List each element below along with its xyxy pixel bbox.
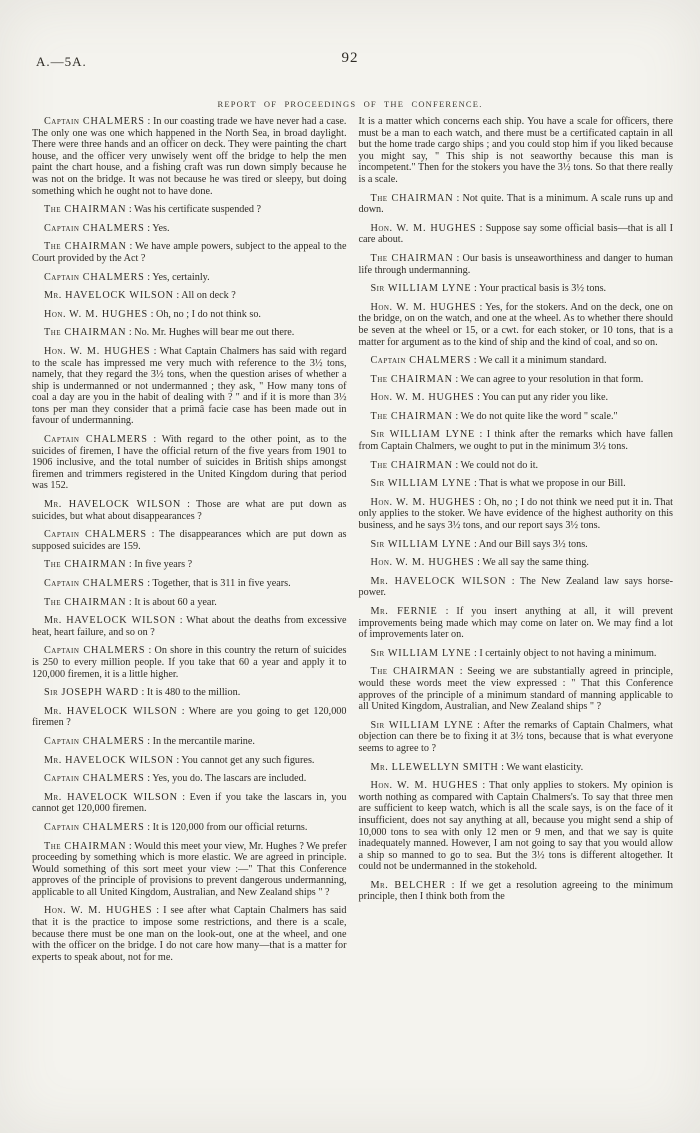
speech-paragraph — [359, 355, 674, 367]
speaker-name: HAVELOCK WILSON — [61, 791, 178, 803]
speaker-name: CHAIRMAN — [387, 459, 453, 471]
speech-paragraph — [359, 429, 674, 452]
speech-paragraph — [32, 597, 347, 609]
speaker-separator: : — [181, 499, 196, 511]
speech-paragraph — [32, 559, 347, 571]
speaker-name: HAVELOCK WILSON — [61, 290, 174, 302]
running-title: REPORT OF PROCEEDINGS OF THE CONFERENCE. — [217, 99, 483, 109]
speaker-name: CHAIRMAN — [61, 559, 127, 571]
speaker-name: CHALMERS — [405, 355, 472, 367]
speaker-separator: : — [148, 308, 156, 320]
speaker-name: FERNIE — [388, 606, 438, 617]
speaker-title: The — [370, 410, 388, 422]
speaker-separator: : — [471, 478, 480, 490]
speech-paragraph — [359, 374, 674, 386]
speaker-separator: : — [126, 596, 135, 608]
speech-paragraph — [32, 736, 347, 748]
speech-text: Yes. — [152, 222, 170, 234]
speaker-title: Hon. — [370, 557, 393, 569]
speech-text: That is what we propose in our Bill. — [479, 478, 626, 490]
speaker-separator: : — [478, 780, 489, 792]
speech-paragraph — [32, 241, 347, 264]
speaker-title: Hon. — [370, 780, 393, 792]
speech-text: In five years ? — [134, 559, 193, 571]
speech-paragraph — [359, 302, 674, 348]
speaker-separator: : — [498, 761, 507, 773]
speech-paragraph — [32, 578, 347, 590]
speaker-separator: : — [144, 821, 153, 833]
speech-paragraph — [32, 309, 347, 321]
speech-text: Those are what are put down as suicides, but what about disappearances ? — [32, 499, 347, 522]
speech-text: We can agree to your resolution in that form. — [460, 373, 644, 385]
speaker-title: Mr. — [44, 705, 62, 717]
speaker-name: WILLIAM LYNE — [384, 478, 472, 490]
speech-text: We call it a minimum standard. — [478, 355, 607, 367]
speaker-separator: : — [144, 735, 153, 747]
speech-text: Oh, no ; I do not think we need put it in. That only applies to the stoker. We have evidence of the highest authority on this business, and he says 3½ tons, and our report says 3½ tons. — [358, 496, 673, 532]
speech-paragraph — [359, 880, 674, 903]
speaker-title: Mr. — [370, 879, 389, 891]
speech-paragraph — [32, 204, 347, 216]
speech-paragraph — [32, 905, 347, 963]
speaker-name: CHAIRMAN — [387, 373, 453, 385]
speech-text: If you insert anything at all, it will prevent improvements being made which may come on later on. We may find a lot of improvements later on. — [358, 606, 673, 641]
speech-text: What Captain Chalmers has said with regard to the scale has impressed me very much with reference to the 3½ tons, namely, that they regard the 3½ tons, when the question arises of whether a ship is undermanned or not undermanned ; they ask, " How many tons of coal a day are you in the habit of dealing with ? " and if it is more than 3½ tons per man they consider that a primâ facie case has been made out in favour of undermanning. — [32, 345, 347, 427]
speech-paragraph — [32, 346, 347, 427]
speaker-title: Captain — [44, 529, 80, 541]
speech-paragraph — [359, 666, 674, 712]
speech-paragraph — [32, 529, 347, 552]
speaker-name: CHAIRMAN — [387, 192, 454, 204]
speech-paragraph — [359, 648, 674, 660]
speech-paragraph — [32, 223, 347, 235]
speaker-title: Captain — [44, 116, 80, 127]
speaker-name: WILLIAM LYNE — [384, 429, 476, 441]
speaker-name: CHAIRMAN — [61, 204, 127, 216]
speaker-separator: : — [471, 355, 479, 367]
speaker-title: The — [44, 327, 62, 339]
speech-text: Yes, for the stokers. And on the deck, one on the bridge, on on the watch, and one at the wheel. As to whether there should be seven at the wheel or 15, or a cwt. for each stoker, or 10 tons, that is a matter for argument as to the kind of ship and the kind of coal, and so on. — [358, 301, 673, 348]
speech-text: You can put any rider you like. — [482, 392, 609, 404]
speaker-title: The — [370, 459, 388, 471]
speaker-separator: : — [474, 557, 483, 569]
speaker-name: W. M. HUGHES — [392, 222, 477, 234]
speaker-separator: : — [471, 647, 480, 659]
speaker-name: CHAIRMAN — [387, 252, 454, 264]
speech-text: Yes, you do. The lascars are included. — [152, 773, 307, 785]
speech-paragraph — [359, 557, 674, 569]
speaker-name: WILLIAM LYNE — [384, 719, 474, 731]
speech-text: I certainly object to not having a minimum. — [479, 647, 657, 659]
speaker-separator: : — [473, 719, 484, 731]
speech-text: If we get a resolution agreeing to the minimum principle, then I think both from the — [358, 879, 674, 903]
speech-paragraph — [359, 780, 674, 873]
speaker-separator: : — [476, 222, 486, 234]
speaker-separator: : — [437, 606, 457, 617]
speaker-title: Captain — [44, 271, 80, 283]
speech-text: Not quite. That is a minimum. A scale runs up and down. — [358, 192, 674, 216]
speaker-separator: : — [144, 222, 153, 234]
speaker-name: W. M. HUGHES — [392, 557, 475, 569]
speech-text: Together, that is 311 in five years. — [152, 578, 291, 589]
speaker-separator: : — [126, 559, 135, 571]
speaker-name: CHALMERS — [79, 773, 145, 785]
speaker-separator: : — [177, 791, 190, 803]
speech-text: It is a matter which concerns each ship. You have a scale for officers, there must be a man to each watch, and there must be a certificated captain in all but the home trade cargo ships ; and you could stop him if you liked because you might say, " This ship is not seaworthy because this man is incompetent." Then for the stokers you have the 3½ tons. So that there really is a scale. — [358, 116, 673, 185]
speaker-name: CHALMERS — [79, 116, 145, 127]
speech-text: We want elasticity. — [506, 761, 584, 773]
speaker-separator: : — [144, 773, 153, 785]
speaker-title: Sir — [44, 687, 59, 699]
speaker-title: Hon. — [370, 496, 393, 508]
speaker-name: WILLIAM LYNE — [384, 538, 472, 550]
speaker-separator: : — [475, 429, 487, 441]
speaker-title: Mr. — [44, 791, 62, 803]
speech-paragraph — [32, 645, 347, 680]
speech-paragraph — [32, 116, 347, 197]
speaker-title: Captain — [44, 645, 80, 657]
speech-paragraph — [359, 193, 674, 216]
speaker-separator: : — [126, 204, 135, 216]
speaker-name: W. M. HUGHES — [392, 301, 477, 313]
speech-paragraph — [32, 615, 347, 638]
speaker-separator: : — [506, 575, 520, 587]
speaker-separator: : — [147, 434, 162, 446]
speaker-separator: : — [476, 301, 486, 313]
speech-paragraph — [359, 253, 674, 276]
speech-text: Would this meet your view, Mr. Hughes ? We prefer proceeding by something which is more elastic. We are agreed in principle. Would something of this sort meet your view :—" That this Conference approves of the principle of provisions to prevent dangerous undermanning, applicable to all United Kingdom, Australian, and New Zealand ships " ? — [32, 840, 347, 898]
speaker-title: Sir — [370, 538, 385, 550]
speaker-separator: : — [471, 538, 479, 550]
speaker-title: Captain — [44, 434, 80, 446]
speech-paragraph — [359, 283, 674, 295]
speaker-separator: : — [144, 578, 153, 589]
speech-text: And our Bill says 3½ tons. — [478, 538, 588, 550]
speaker-name: CHAIRMAN — [387, 410, 453, 422]
speaker-title: The — [44, 559, 62, 571]
speaker-title: The — [370, 666, 388, 678]
speaker-separator: : — [453, 192, 463, 204]
speech-text: You cannot get any such figures. — [181, 754, 315, 766]
speech-text: Seeing we are substantially agreed in principle, would these words meet the view expressed : " That this Conference approves of the principle of a minimum standard of manning applicable to all United Kingdom, Australian, and New Zealand ships " ? — [358, 666, 673, 713]
speech-paragraph — [359, 392, 674, 404]
speaker-title: The — [370, 252, 388, 264]
speech-paragraph — [32, 499, 347, 522]
speaker-separator: : — [446, 879, 460, 891]
speaker-name: CHALMERS — [79, 434, 148, 446]
speech-text: In the mercantile marine. — [152, 735, 255, 747]
speaker-name: CHAIRMAN — [61, 241, 127, 253]
speaker-title: The — [370, 192, 388, 204]
speech-text: We all say the same thing. — [482, 557, 589, 569]
speech-text: We have ample powers, subject to the appeal to the Court provided by the Act ? — [32, 241, 347, 264]
speaker-name: CHALMERS — [79, 271, 145, 283]
speaker-separator: : — [145, 645, 155, 657]
speech-paragraph — [359, 223, 674, 246]
speaker-name: CHAIRMAN — [387, 666, 455, 678]
speaker-separator: : — [452, 373, 461, 385]
speech-text: In our coasting trade we have never had a case. The only one was one which happened in the North Sea, in broad daylight. There were three hands and an officer on deck. They were painting the chart house, and the officer very unwisely went off the bridge to help the men paint the chart house, and a fishing craft was run down simply because he was not on the bridge. It was not because he was tired or sleepy, but doing something which he ought not to have done. — [32, 116, 347, 197]
speech-text: We do not quite like the word " scale." — [460, 410, 618, 422]
speaker-name: WILLIAM LYNE — [384, 283, 472, 295]
speaker-title: Mr. — [44, 754, 62, 766]
speaker-name: W. M. HUGHES — [66, 905, 153, 917]
speaker-separator: : — [138, 687, 147, 699]
speaker-title: Hon. — [44, 345, 67, 357]
speech-text: Yes, certainly. — [152, 271, 210, 283]
speaker-title: Sir — [370, 283, 385, 295]
page-number: 92 — [341, 50, 359, 66]
speaker-separator: : — [471, 283, 479, 295]
speaker-name: HAVELOCK WILSON — [61, 499, 181, 511]
left-column — [32, 116, 347, 963]
speaker-title: Captain — [44, 773, 80, 785]
speech-paragraph — [359, 720, 674, 755]
speech-paragraph — [359, 762, 674, 774]
speaker-separator: : — [173, 290, 182, 302]
speech-paragraph — [32, 272, 347, 284]
speech-paragraph — [32, 755, 347, 767]
speech-text: Suppose say some official basis—that is all I care about. — [358, 222, 673, 246]
speech-text: All on deck ? — [181, 290, 236, 302]
speaker-title: Mr. — [44, 615, 62, 627]
speaker-title: Mr. — [370, 575, 389, 587]
speech-text: It is 480 to the million. — [146, 687, 241, 699]
speaker-name: HAVELOCK WILSON — [61, 705, 178, 717]
speech-paragraph — [32, 822, 347, 834]
speaker-title: Hon. — [44, 905, 67, 917]
speech-paragraph — [359, 539, 674, 551]
speech-text: After the remarks of Captain Chalmers, what objection can there be to fixing it at 3½ tons, because that is what everyone seems to agree to ? — [358, 719, 673, 754]
speaker-separator: : — [126, 840, 135, 852]
speech-paragraph — [359, 411, 674, 423]
speech-paragraph — [32, 792, 347, 815]
speech-text: That only applies to stokers. My opinion is worth nothing as compared with Captain Chalmers's. To say that three men are sufficient to keep watch, which is all the scale says, is on the face of it insufficient, does not say anything at all, because you might send a ship of 10,000 tons to sea with only 12 men or 9 men, and that we say is quite inadequately manned. However, I am not going to say that you would allow a ship so manned to go to sea. But the 3½ tons is different altogether. It could not be undermanned in the stokehold. — [358, 780, 673, 873]
speaker-name: W. M. HUGHES — [392, 496, 476, 508]
speech-paragraph — [32, 841, 347, 899]
speaker-title: Mr. — [44, 499, 62, 511]
speaker-separator: : — [144, 271, 153, 283]
speech-text: Our basis is unseaworthiness and danger to human life through undermanning. — [358, 252, 673, 276]
speaker-title: Captain — [370, 355, 406, 367]
speaker-separator: : — [173, 754, 182, 766]
speaker-separator: : — [475, 496, 485, 508]
speech-text: It is about 60 a year. — [134, 596, 217, 608]
speech-paragraph — [359, 460, 674, 472]
speech-text: Your practical basis is 3½ tons. — [478, 283, 607, 295]
speech-paragraph — [359, 478, 674, 490]
speaker-title: Sir — [370, 647, 385, 659]
speaker-title: The — [44, 596, 62, 608]
speech-paragraph — [359, 576, 674, 599]
speaker-name: WILLIAM LYNE — [384, 647, 472, 659]
doc-reference: A.—5A. — [36, 54, 87, 69]
speech-text: Was his certificate suspended ? — [134, 204, 262, 216]
speech-paragraph — [32, 327, 347, 339]
speaker-name: BELCHER — [388, 879, 447, 891]
speaker-name: W. M. HUGHES — [66, 345, 151, 357]
speaker-title: Sir — [370, 429, 385, 441]
speaker-separator: : — [152, 905, 164, 917]
speaker-name: CHALMERS — [79, 735, 145, 747]
speaker-title: The — [370, 373, 388, 385]
speaker-name: W. M. HUGHES — [392, 392, 475, 404]
speaker-title: Mr. — [370, 761, 389, 773]
speaker-name: CHAIRMAN — [61, 596, 127, 608]
speaker-name: CHALMERS — [79, 222, 145, 234]
speech-text: It is 120,000 from our official returns. — [152, 821, 308, 833]
speaker-separator: : — [454, 666, 468, 678]
speech-paragraph — [32, 687, 347, 699]
speaker-title: Mr. — [370, 606, 389, 617]
speech-text: The New Zealand law says horse-power. — [358, 575, 673, 599]
speaker-title: Captain — [44, 821, 80, 833]
speech-text: Even if you take the lascars in, you cannot get 120,000 firemen. — [32, 791, 347, 815]
speech-text: I see after what Captain Chalmers has said that it is the practice to impose some restrictions, and there is a scale, because there must be one man on the look-out, one at the wheel, and one with the officer on the bridge. I do not care how many—that is a matter for experts to speak about, not for me. — [32, 905, 347, 963]
speech-paragraph — [32, 290, 347, 302]
speech-text: What about the deaths from excessive heat, heart failure, and so on ? — [32, 615, 347, 638]
speaker-name: CHALMERS — [79, 529, 147, 541]
text-columns — [32, 116, 673, 963]
speech-paragraph — [32, 706, 347, 729]
speaker-title: The — [44, 840, 62, 852]
speaker-title: Sir — [370, 478, 385, 490]
speaker-title: Mr. — [44, 290, 62, 302]
speech-text: I think after the remarks which have fallen from Captain Chalmers, we ought to put in the minimum 3½ tons. — [358, 429, 673, 453]
speaker-title: Hon. — [370, 392, 393, 404]
speech-text: No. Mr. Hughes will bear me out there. — [134, 327, 295, 339]
speaker-separator: : — [176, 615, 187, 627]
speech-text: We could not do it. — [460, 459, 539, 471]
speech-text: Where are you going to get 120,000 firemen ? — [32, 705, 347, 729]
speaker-title: Hon. — [370, 301, 393, 313]
speaker-name: CHALMERS — [79, 645, 146, 657]
speech-text: On shore in this country the return of suicides is 250 to every million people. If you take that 60 a year and apply it to 120,000 firemen, it is a little higher. — [32, 645, 347, 680]
speaker-separator: : — [452, 459, 461, 471]
speech-paragraph — [359, 606, 674, 641]
speaker-name: CHALMERS — [79, 821, 145, 833]
speaker-title: Captain — [44, 735, 80, 747]
speaker-name: HAVELOCK WILSON — [61, 615, 177, 627]
speaker-title: The — [44, 204, 62, 216]
speaker-separator: : — [146, 529, 159, 541]
speaker-name: HAVELOCK WILSON — [61, 754, 174, 766]
speaker-title: Sir — [370, 719, 385, 731]
speech-text: Oh, no ; I do not think so. — [155, 308, 261, 320]
speaker-separator: : — [150, 345, 160, 357]
speaker-name: CHAIRMAN — [61, 327, 127, 339]
speech-paragraph — [32, 434, 347, 492]
right-column — [359, 116, 674, 963]
speaker-separator: : — [177, 705, 189, 717]
speaker-separator: : — [126, 241, 136, 253]
speaker-name: W. M. HUGHES — [66, 308, 149, 320]
speaker-title: Hon. — [44, 308, 67, 320]
speech-paragraph — [32, 773, 347, 785]
speaker-name: HAVELOCK WILSON — [388, 575, 507, 587]
speaker-separator: : — [453, 252, 463, 264]
speaker-title: Hon. — [370, 222, 393, 234]
speech-text: With regard to the other point, as to the suicides of firemen, I have the official return of the five years from 1901 to 1906 inclusive, and the total number of suicides in British ships amongst firemen and trimmers registered in the United Kingdom during that period was 152. — [32, 434, 347, 492]
speaker-name: LLEWELLYN SMITH — [388, 761, 499, 773]
speaker-name: W. M. HUGHES — [392, 780, 479, 792]
speech-paragraph — [359, 116, 674, 186]
speaker-name: CHAIRMAN — [61, 840, 127, 852]
speaker-separator: : — [474, 392, 483, 404]
speaker-title: Captain — [44, 222, 80, 234]
speaker-name: JOSEPH WARD — [58, 687, 139, 699]
speech-paragraph — [359, 497, 674, 532]
speaker-name: CHALMERS — [79, 578, 145, 589]
speaker-separator: : — [452, 410, 461, 422]
speaker-title: Captain — [44, 578, 80, 589]
speech-text: The disappearances which are put down as supposed suicides are 159. — [32, 529, 347, 552]
speaker-separator: : — [126, 327, 135, 339]
speaker-title: The — [44, 241, 62, 253]
speaker-separator: : — [144, 116, 153, 127]
